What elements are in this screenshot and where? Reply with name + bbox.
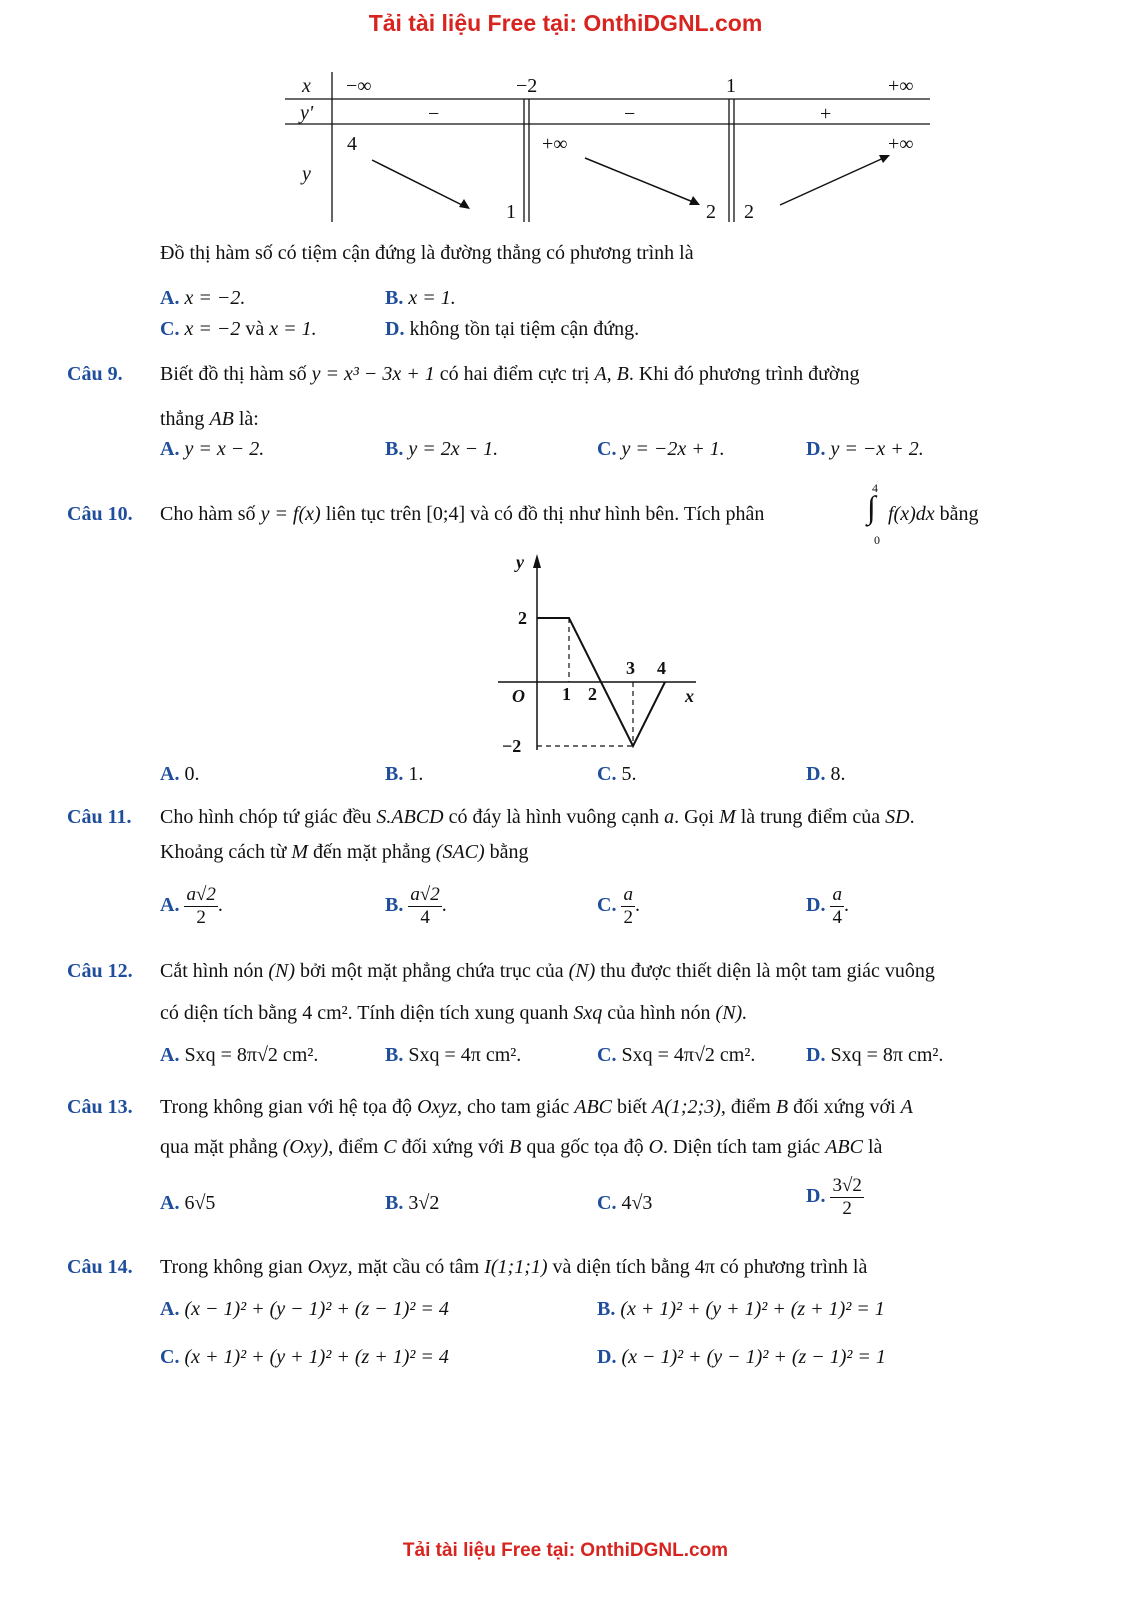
sign: −: [624, 103, 636, 125]
question-label: Câu 9.: [67, 363, 123, 385]
question-label: Câu 14.: [67, 1256, 133, 1278]
integral-sign: ∫: [867, 489, 876, 525]
integral-lower: 0: [874, 533, 880, 547]
q14-option-d[interactable]: D. (x − 1)² + (y − 1)² + (z − 1)² = 1: [597, 1346, 886, 1368]
tick-label: 2: [588, 684, 597, 704]
q10-option-a[interactable]: A. 0.: [160, 763, 200, 785]
variation-table: [280, 72, 940, 232]
tick-label: 1: [562, 684, 571, 704]
q12-option-a[interactable]: A. Sxq = 8π√2 cm².: [160, 1044, 319, 1066]
x-label: x: [302, 75, 311, 97]
q8-option-c[interactable]: C. x = −2 và x = 1.: [160, 318, 317, 340]
option-text: không tồn tại tiệm cận đứng.: [409, 318, 640, 340]
y-value: +∞: [542, 133, 568, 155]
q12-stem: Cắt hình nón (N) bởi một mặt phẳng chứa trục của (N) thu được thiết diện là một tam giác vuông: [160, 960, 935, 982]
tick-label: 4: [657, 658, 666, 678]
q12-stem-line2: có diện tích bằng 4 cm². Tính diện tích xung quanh Sxq của hình nón (N).: [160, 1002, 748, 1024]
option-label: B.: [385, 287, 404, 309]
q10-option-b[interactable]: B. 1.: [385, 763, 424, 785]
q8-stem: Đồ thị hàm số có tiệm cận đứng là đường thẳng có phương trình là: [160, 242, 694, 264]
q10-integrand: f(x)dx bằng: [888, 503, 979, 525]
option-label: D.: [385, 318, 405, 340]
q11-option-a[interactable]: A. $\frac{a√2}{2}$ .: [160, 884, 223, 928]
q11-option-b[interactable]: B. $\frac{a√2}{4}$ .: [385, 884, 447, 928]
q11-option-c[interactable]: C. $\frac{a}{2}$ .: [597, 884, 640, 928]
x-value: −∞: [346, 75, 372, 97]
question-label: Câu 10.: [67, 503, 133, 525]
q11-stem-line2: Khoảng cách từ M đến mặt phẳng (SAC) bằng: [160, 841, 529, 863]
option-label: C.: [160, 318, 180, 340]
x-value: 1: [726, 75, 736, 97]
q11-stem: Cho hình chóp tứ giác đều S.ABCD có đáy là hình vuông cạnh a. Gọi M là trung điểm của SD.: [160, 806, 915, 828]
q10-option-c[interactable]: C. 5.: [597, 763, 637, 785]
y-axis-label: y: [516, 552, 524, 572]
q13-option-b[interactable]: B. 3√2: [385, 1192, 440, 1214]
yprime-label: y': [300, 102, 314, 124]
q9-option-a[interactable]: A. y = x − 2.: [160, 438, 265, 460]
question-label: Câu 12.: [67, 960, 133, 982]
x-axis-label: x: [685, 686, 694, 706]
origin-label: O: [512, 686, 525, 706]
q14-option-c[interactable]: C. (x + 1)² + (y + 1)² + (z + 1)² = 4: [160, 1346, 449, 1368]
tick-label: 2: [518, 608, 527, 628]
question-label: Câu 13.: [67, 1096, 133, 1118]
y-value: 1: [506, 201, 516, 223]
sign: +: [820, 103, 832, 125]
option-label: A.: [160, 287, 180, 309]
q12-option-d[interactable]: D. Sxq = 8π cm².: [806, 1044, 944, 1066]
y-label: y: [302, 163, 311, 185]
q9-option-c[interactable]: C. y = −2x + 1.: [597, 438, 725, 460]
q11-option-d[interactable]: D. $\frac{a}{4}$ .: [806, 884, 849, 928]
q14-stem: Trong không gian Oxyz, mặt cầu có tâm I(1;1;1) và diện tích bằng 4π có phương trình là: [160, 1256, 868, 1278]
q13-option-a[interactable]: A. 6√5: [160, 1192, 216, 1214]
q9-stem: Biết đồ thị hàm số y = x³ − 3x + 1 có hai điểm cực trị A, B. Khi đó phương trình đường: [160, 363, 860, 385]
y-value: 2: [744, 201, 754, 223]
q10-option-d[interactable]: D. 8.: [806, 763, 846, 785]
q14-option-b[interactable]: B. (x + 1)² + (y + 1)² + (z + 1)² = 1: [597, 1298, 885, 1320]
y-value: +∞: [888, 133, 914, 155]
function-graph: [490, 550, 720, 762]
tick-label: −2: [502, 736, 522, 756]
q9-option-b[interactable]: B. y = 2x − 1.: [385, 438, 499, 460]
header-site-link[interactable]: Tải tài liệu Free tại: OnthiDGNL.com: [368, 10, 763, 36]
sign: −: [428, 103, 440, 125]
q8-option-a[interactable]: [160, 287, 245, 310]
x-value: −2: [516, 75, 538, 97]
question-label: Câu 11.: [67, 806, 132, 828]
y-value: 4: [347, 133, 357, 155]
q8-option-d[interactable]: [385, 318, 639, 341]
q9-stem-line2: thẳng AB là:: [160, 408, 259, 430]
q9-option-d[interactable]: D. y = −x + 2.: [806, 438, 924, 460]
tick-label: 3: [626, 658, 635, 678]
y-value: 2: [706, 201, 716, 223]
q14-option-a[interactable]: A. (x − 1)² + (y − 1)² + (z − 1)² = 4: [160, 1298, 449, 1320]
x-value: +∞: [888, 75, 914, 97]
q13-option-c[interactable]: C. 4√3: [597, 1192, 653, 1214]
q13-stem: Trong không gian với hệ tọa độ Oxyz, cho tam giác ABC biết A(1;2;3), điểm B đối xứng với A: [160, 1096, 913, 1118]
q13-stem-line2: qua mặt phẳng (Oxy), điểm C đối xứng với B qua gốc tọa độ O. Diện tích tam giác ABC là: [160, 1136, 883, 1158]
q12-option-b[interactable]: B. Sxq = 4π cm².: [385, 1044, 522, 1066]
footer-site-link[interactable]: Tải tài liệu Free tại: OnthiDGNL.com: [402, 1540, 729, 1561]
option-text: x = 1.: [408, 287, 456, 309]
option-text: x = −2.: [184, 287, 246, 309]
q12-option-c[interactable]: C. Sxq = 4π√2 cm².: [597, 1044, 756, 1066]
integral-upper: 4: [872, 481, 878, 495]
q13-option-d[interactable]: D. $\frac{3√2}{2}$: [806, 1175, 862, 1219]
q8-option-b[interactable]: [385, 287, 456, 310]
q10-stem: Cho hàm số y = f(x) liên tục trên [0;4] và có đồ thị như hình bên. Tích phân: [160, 503, 765, 525]
